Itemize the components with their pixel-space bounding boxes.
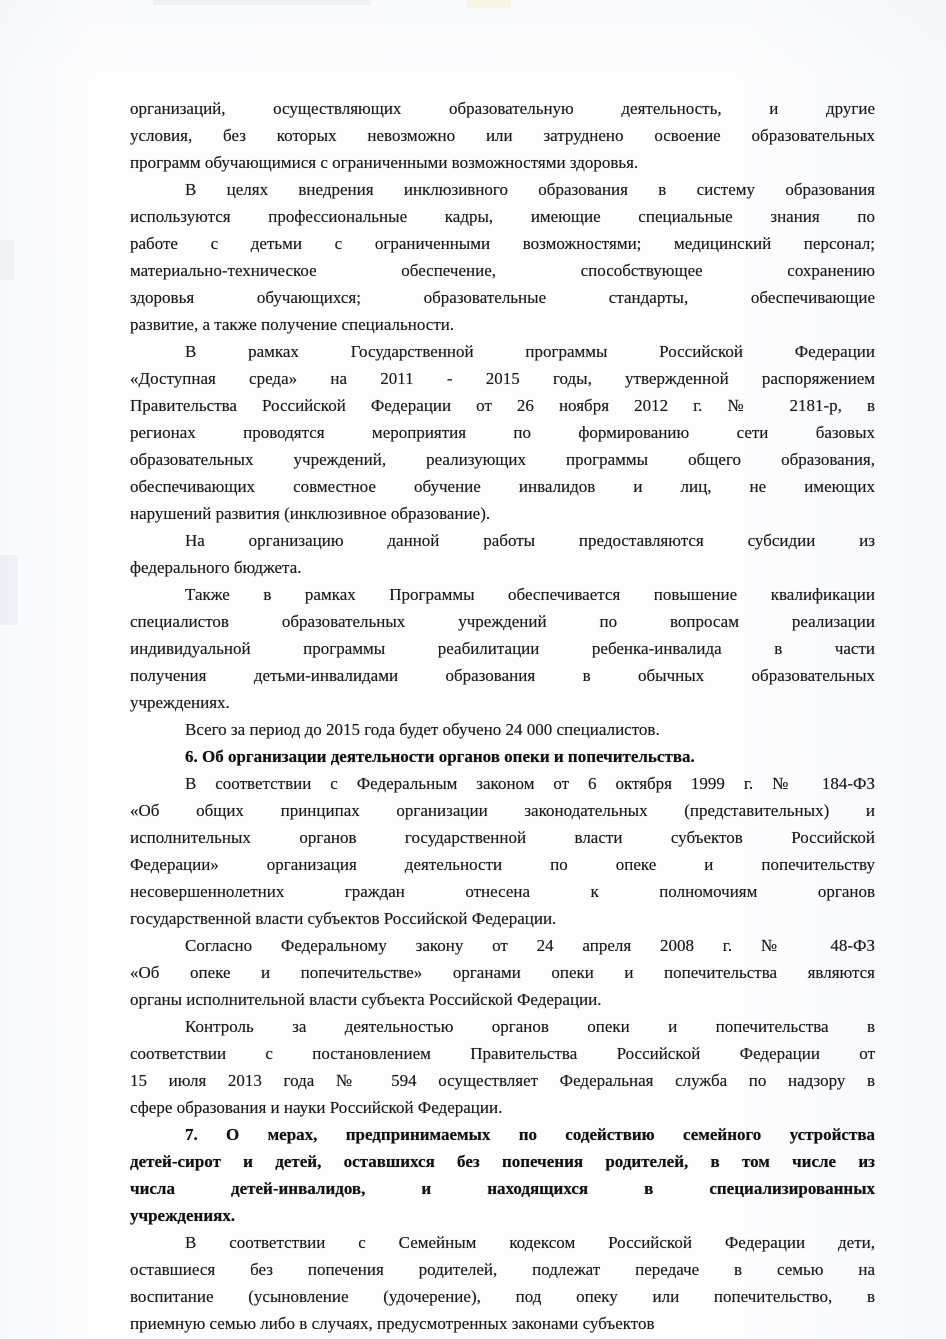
text-line: В соответствии с Федеральным законом от 6 октября 1999 г. № 184-ФЗ [185,774,875,793]
text-line: развитие, а также получение специальности. [130,315,455,334]
paragraph [130,338,875,527]
document-text [130,95,875,1337]
text-line: детей-сирот и детей, оставшихся без попечения родителей, в том числе из [130,1152,875,1171]
text-line: 6. Об организации деятельности органов опеки и попечительства. [185,747,695,766]
text-line: государственной власти субъектов Российской Федерации. [130,909,557,928]
text-line: Правительства Российской Федерации от 26 ноября 2012 г. № 2181-р, в [130,396,875,415]
scan-artifact-top-gray [153,0,371,5]
text-line: используются профессиональные кадры, имеющие специальные знания по [130,207,875,226]
section-heading [130,1121,875,1229]
text-line: образовательных учреждений, реализующих программы общего образования, [130,450,875,469]
text-line: Согласно Федеральному закону от 24 апреля 2008 г. № 48-ФЗ [185,936,875,955]
text-line: оставшиеся без попечения родителей, подлежат передаче в семью на [130,1260,875,1279]
text-line: органы исполнительной власти субъекта Российской Федерации. [130,990,602,1009]
text-line: индивидуальной программы реабилитации ребенка-инвалида в части [130,639,875,658]
text-line: организаций, осуществляющих образовательную деятельность, и другие [130,99,875,118]
paragraph [130,1013,875,1121]
text-line: В соответствии с Семейным кодексом Российской Федерации дети, [185,1233,875,1252]
paragraph [130,1229,875,1337]
paragraph [130,176,875,338]
text-line: исполнительных органов государственной власти субъектов Российской [130,828,875,847]
text-line: работе с детьми с ограниченными возможностями; медицинский персонал; [130,234,875,253]
text-line: обеспечивающих совместное обучение инвалидов и лиц, не имеющих [130,477,875,496]
text-line: специалистов образовательных учреждений по вопросам реализации [130,612,875,631]
text-line: сфере образования и науки Российской Федерации. [130,1098,503,1117]
text-line: Контроль за деятельностью органов опеки и попечительства в [185,1017,875,1036]
scan-artifact-left-patch [0,240,14,280]
text-line: 7. О мерах, предпринимаемых по содействию семейного устройства [185,1125,875,1144]
text-line: условия, без которых невозможно или затруднено освоение образовательных [130,126,875,145]
paragraph [130,932,875,1013]
text-line: Федерации» организация деятельности по опеке и попечительству [130,855,875,874]
text-line: учреждениях. [130,1206,236,1225]
text-line: В рамках Государственной программы Российской Федерации [185,342,875,361]
text-line: здоровья обучающихся; образовательные стандарты, обеспечивающие [130,288,875,307]
scan-artifact-left-patch [0,555,18,625]
text-line: учреждениях. [130,693,230,712]
scan-artifact-top-cream [467,0,511,8]
section-heading [130,743,875,770]
text-line: На организацию данной работы предоставляются субсидии из [185,531,875,550]
text-line: «Об опеке и попечительстве» органами опеки и попечительства являются [130,963,875,982]
text-line: 15 июля 2013 года № 594 осуществляет Федеральная служба по надзору в [130,1071,875,1090]
text-line: числа детей-инвалидов, и находящихся в специализированных [130,1179,875,1198]
text-line: программ обучающимися с ограниченными возможностями здоровья. [130,153,639,172]
paragraph [130,95,875,176]
text-line: регионах проводятся мероприятия по формированию сети базовых [130,423,875,442]
text-line: «Об общих принципах организации законодательных (представительных) и [130,801,875,820]
text-line: приемную семью либо в случаях, предусмотренных законами субъектов [130,1314,655,1333]
text-line: нарушений развития (инклюзивное образование). [130,504,491,523]
text-line: Также в рамках Программы обеспечивается повышение квалификации [185,585,875,604]
text-line: соответствии с постановлением Правительства Российской Федерации от [130,1044,875,1063]
text-line: В целях внедрения инклюзивного образования в систему образования [185,180,875,199]
text-line: получения детьми-инвалидами образования в обычных образовательных [130,666,875,685]
text-line: воспитание (усыновление (удочерение), под опеку или попечительство, в [130,1287,875,1306]
paragraph [130,581,875,716]
paragraph [130,527,875,581]
text-line: несовершеннолетних граждан отнесена к полномочиям органов [130,882,875,901]
text-line: федерального бюджета. [130,558,302,577]
text-line: материально-техническое обеспечение, способствующее сохранению [130,261,875,280]
paragraph [130,716,875,743]
text-line: «Доступная среда» на 2011 - 2015 годы, утвержденной распоряжением [130,369,875,388]
paragraph [130,770,875,932]
text-line: Всего за период до 2015 года будет обучено 24 000 специалистов. [185,720,660,739]
